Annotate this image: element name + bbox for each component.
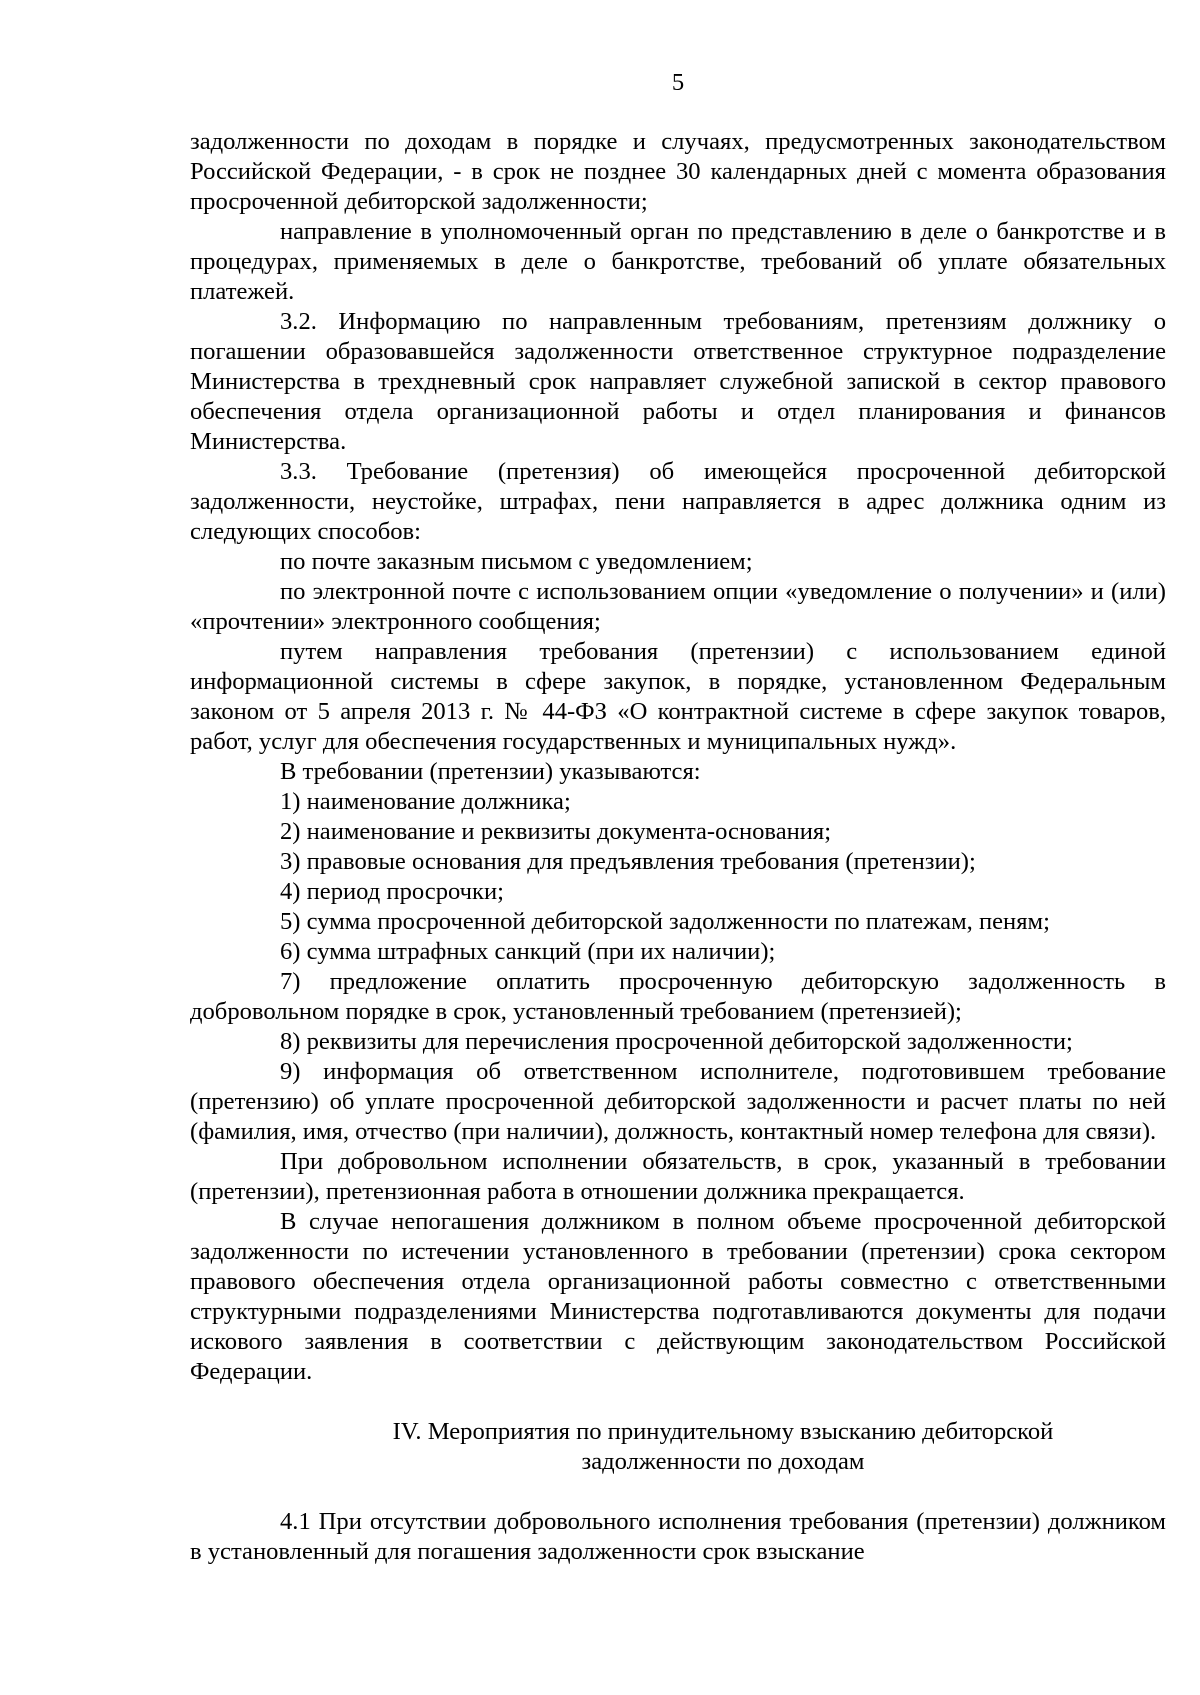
paragraph: 3.2. Информацию по направленным требованиям, претензиям должнику о погашении образовавшейся задолженности ответственное структурное подразделение Министерства в трехдневный срок направляет служебной запиской в сектор правового обеспечения отдела организационной работы и отдел планирования и финансов Министерства. <box>190 308 1166 455</box>
list-item: 5) сумма просроченной дебиторской задолженности по платежам, пеням; <box>280 908 1050 935</box>
page-number: 5 <box>671 69 685 96</box>
document-page <box>190 0 1166 1695</box>
section-title-line1: IV. Мероприятия по принудительному взысканию дебиторской <box>392 1418 1054 1445</box>
section-title-line2: задолженности по доходам <box>581 1448 865 1475</box>
list-item: 3) правовые основания для предъявления требования (претензии); <box>280 848 976 875</box>
list-item: 6) сумма штрафных санкций (при их наличии); <box>280 938 776 965</box>
section-title <box>190 1417 1166 1477</box>
paragraph: В требовании (претензии) указываются: <box>280 758 701 785</box>
list-item: 2) наименование и реквизиты документа-основания; <box>280 818 832 845</box>
paragraph: задолженности по доходам в порядке и случаях, предусмотренных законодательством Российской Федерации, - в срок не позднее 30 календарных дней с момента образования просроченной дебиторской задолженности; <box>190 128 1166 215</box>
paragraph: направление в уполномоченный орган по представлению в деле о банкротстве и в процедурах, применяемых в деле о банкротстве, требований об уплате обязательных платежей. <box>190 218 1166 305</box>
paragraph: 3.3. Требование (претензия) об имеющейся просроченной дебиторской задолженности, неустойке, штрафах, пени направляется в адрес должника одним из следующих способов: <box>190 458 1166 545</box>
list-item: путем направления требования (претензии) с использованием единой информационной системы в сфере закупок, в порядке, установленном Федеральным законом от 5 апреля 2013 г. № 44-ФЗ «О контрактной системе в сфере закупок товаров, работ, услуг для обеспечения государственных и муниципальных нужд». <box>190 638 1166 755</box>
list-item: 8) реквизиты для перечисления просроченной дебиторской задолженности; <box>280 1028 1073 1055</box>
paragraph: В случае непогашения должником в полном объеме просроченной дебиторской задолженности по истечении установленного в требовании (претензии) срока сектором правового обеспечения отдела организационной работы совместно с ответственными структурными подразделениями Министерства подготавливаются документы для подачи искового заявления в соответствии с действующим законодательством Российской Федерации. <box>190 1208 1166 1385</box>
list-item: 4) период просрочки; <box>280 878 504 905</box>
list-item: 9) информация об ответственном исполнителе, подготовившем требование (претензию) об уплате просроченной дебиторской задолженности и расчет платы по ней (фамилия, имя, отчество (при наличии), должность, контактный номер телефона для связи). <box>190 1058 1166 1145</box>
document-body <box>190 127 1166 1567</box>
paragraph: 4.1 При отсутствии добровольного исполнения требования (претензии) должником в установленный для погашения задолженности срок взыскание <box>190 1508 1166 1565</box>
list-item: 7) предложение оплатить просроченную дебиторскую задолженность в добровольном порядке в срок, установленный требованием (претензией); <box>190 968 1166 1025</box>
list-item: по почте заказным письмом с уведомлением; <box>280 548 753 575</box>
list-item: по электронной почте с использованием опции «уведомление о получении» и (или) «прочтении» электронного сообщения; <box>190 578 1166 635</box>
paragraph: При добровольном исполнении обязательств, в срок, указанный в требовании (претензии), претензионная работа в отношении должника прекращается. <box>190 1148 1166 1205</box>
list-item: 1) наименование должника; <box>280 788 571 815</box>
